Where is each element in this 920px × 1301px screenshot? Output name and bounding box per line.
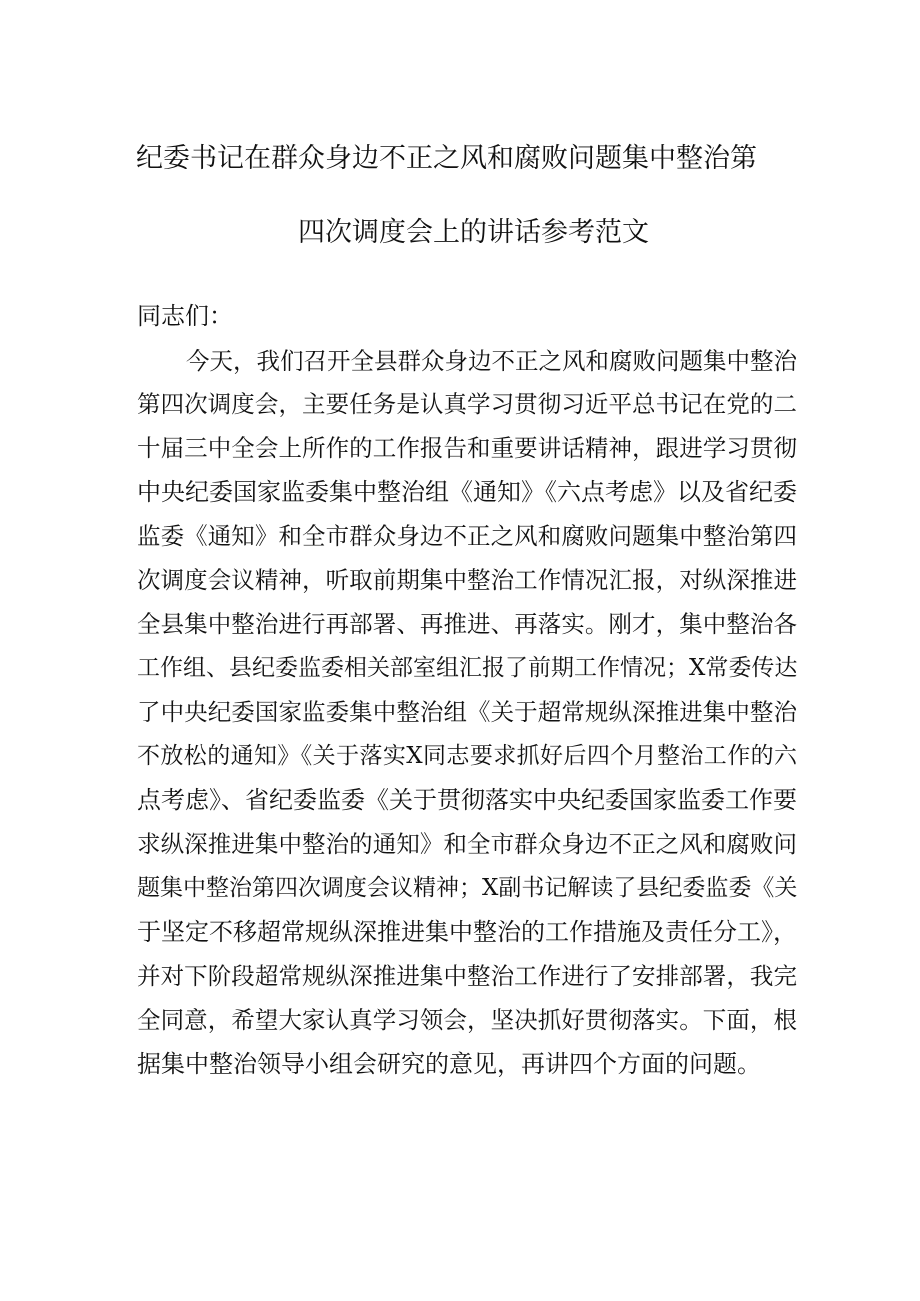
paragraph-line: 求纵深推进集中整治的通知》和全市群众身边不正之风和腐败问	[137, 830, 797, 858]
paragraph-line: 全同意，希望大家认真学习领会，坚决抓好贯彻落实。下面，根	[137, 1006, 797, 1034]
paragraph-line: 据集中整治领导小组会研究的意见，再讲四个方面的问题。	[137, 1050, 761, 1078]
paragraph-line: 并对下阶段超常规纵深推进集中整治工作进行了安排部署，我完	[137, 962, 797, 990]
document-title-line-2: 四次调度会上的讲话参考范文	[298, 217, 649, 248]
paragraph-line: 今天，我们召开全县群众身边不正之风和腐败问题集中整治	[186, 347, 797, 375]
paragraph-line: 中央纪委国家监委集中整治组《通知》《六点考虑》以及省纪委	[137, 478, 797, 506]
paragraph-line: 全县集中整治进行再部署、再推进、再落实。刚才，集中整治各	[137, 610, 797, 638]
salutation: 同志们：	[137, 302, 233, 330]
paragraph-line: 了中央纪委国家监委集中整治组《关于超常规纵深推进集中整治	[137, 698, 797, 726]
paragraph-line: 十届三中全会上所作的工作报告和重要讲话精神，跟进学习贯彻	[137, 434, 797, 462]
document-title-line-1: 纪委书记在群众身边不正之风和腐败问题集中整治第	[136, 143, 757, 174]
paragraph-line: 工作组、县纪委监委相关部室组汇报了前期工作情况；X常委传达	[137, 655, 798, 681]
paragraph-line: 点考虑》、省纪委监委《关于贯彻落实中央纪委国家监委工作要	[137, 786, 797, 814]
paragraph-line: 题集中整治第四次调度会议精神；X副书记解读了县纪委监委《关	[137, 875, 798, 901]
paragraph-line: 不放松的通知》《关于落实X同志要求抓好后四个月整治工作的六	[137, 743, 797, 769]
paragraph-line: 于坚定不移超常规纵深推进集中整治的工作措施及责任分工》，	[137, 918, 797, 946]
paragraph-line: 监委《通知》和全市群众身边不正之风和腐败问题集中整治第四	[137, 522, 797, 550]
paragraph-line: 次调度会议精神，听取前期集中整治工作情况汇报，对纵深推进	[137, 566, 797, 594]
paragraph-line: 第四次调度会，主要任务是认真学习贯彻习近平总书记在党的二	[137, 390, 797, 418]
